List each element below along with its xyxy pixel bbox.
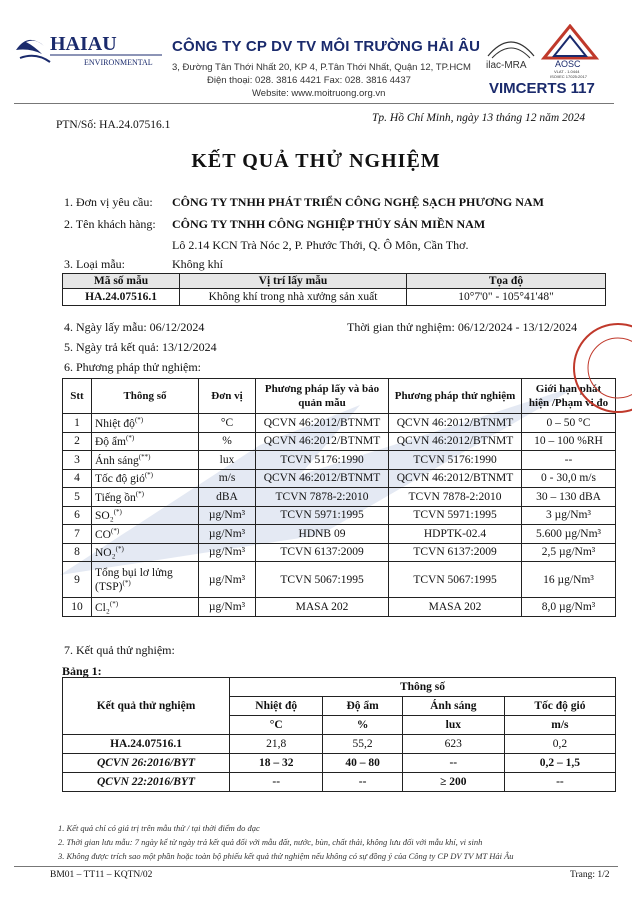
method-table (62, 378, 616, 617)
logo-text: HAIAU (50, 33, 117, 55)
method-row (63, 598, 616, 617)
note-3: 3. Không được trích sao một phần hoặc toàn bộ phiếu kết quả thử nghiệm nếu không có sự đồng ý của Công ty CP DV TV MT Hải Âu (58, 851, 514, 861)
detection-limit: 8,0 µg/Nm³ (522, 598, 616, 617)
result-value: ≥ 200 (402, 773, 504, 792)
aosc-sub1: VLAT - 1.0444 (554, 69, 580, 74)
parameter-name (92, 525, 199, 544)
result-value: 0,2 (504, 735, 615, 754)
accreditation-mark: (*) (125, 434, 135, 443)
test-method: TCVN 7878-2:2010 (389, 488, 522, 507)
result-row-label: QCVN 26:2016/BYT (63, 754, 230, 773)
method-heading: 6. Phương pháp thử nghiệm: (64, 360, 202, 374)
result-col-header: Kết quả thử nghiệm (63, 678, 230, 735)
accreditation-mark: (*) (144, 471, 153, 480)
result-value: 0,2 – 1,5 (504, 754, 615, 773)
company-address: 3, Đường Tân Thới Nhất 20, KP 4, P.Tân Thới Nhất, Quận 12, TP.HCM (172, 62, 471, 73)
page-number: Trang: 1/2 (570, 870, 610, 880)
parameter-label: Ánh sáng (95, 454, 139, 467)
col-sampling-method: Phương pháp lấy và bảo quản mẫu (256, 379, 389, 414)
sample-col-code: Mã số mẫu (63, 274, 180, 289)
vimcerts-label: VIMCERTS 117 (489, 80, 595, 97)
requester-label: 1. Đơn vị yêu cầu: (64, 195, 153, 209)
unit-light: lux (402, 716, 504, 735)
result-value: -- (504, 773, 615, 792)
detection-limit: 0 - 30,0 m/s (522, 469, 616, 488)
return-date: 5. Ngày trả kết quả: 13/12/2024 (64, 340, 217, 354)
result-row (63, 773, 616, 792)
detection-limit: 5.600 µg/Nm³ (522, 525, 616, 544)
params-header: Thông số (230, 678, 616, 697)
note-1: 1. Kết quả chỉ có giá trị trên mẫu thử / tại thời điểm đo đạc (58, 823, 260, 833)
row-number: 7 (63, 525, 92, 544)
unit-wind-speed: m/s (504, 716, 615, 735)
sample-table (62, 273, 606, 306)
result-value: 21,8 (230, 735, 323, 754)
sampling-date: 4. Ngày lấy mẫu: 06/12/2024 (64, 320, 205, 334)
method-row (63, 525, 616, 544)
param-temperature: Nhiệt độ (230, 697, 323, 716)
parameter-name (92, 432, 199, 451)
method-row (63, 506, 616, 525)
aosc-text: AOSC (555, 59, 581, 69)
result-value: 55,2 (323, 735, 402, 754)
sampling-method: QCVN 46:2012/BTNMT (256, 432, 389, 451)
parameter-label: NO₂ (95, 547, 116, 560)
accreditation-mark: (*) (110, 526, 120, 535)
parameter-label: Độ ẩm (95, 436, 126, 449)
row-number: 2 (63, 432, 92, 451)
detection-limit: 10 – 100 %RH (522, 432, 616, 451)
sample-col-coord: Tọa độ (407, 274, 606, 289)
result-value: -- (230, 773, 323, 792)
row-number: 10 (63, 598, 92, 617)
test-method: TCVN 5176:1990 (389, 451, 522, 470)
detection-limit: -- (522, 451, 616, 470)
method-row (63, 451, 616, 470)
requester-value: CÔNG TY TNHH PHÁT TRIỂN CÔNG NGHỆ SẠCH PHƯƠNG NAM (172, 195, 544, 209)
accreditation-mark: (*) (115, 545, 124, 554)
accreditation-mark: (**) (138, 452, 151, 461)
unit: °C (199, 414, 256, 433)
customer-address: Lô 2.14 KCN Trà Nóc 2, P. Phước Thới, Q. Ô Môn, Cần Thơ. (172, 238, 469, 252)
col-test-method: Phương pháp thử nghiệm (389, 379, 522, 414)
result-row-label: QCVN 22:2016/BYT (63, 773, 230, 792)
parameter-label: Nhiệt độ (95, 417, 135, 430)
sampling-method: TCVN 5067:1995 (256, 562, 389, 598)
param-light: Ánh sáng (402, 697, 504, 716)
test-method: TCVN 5067:1995 (389, 562, 522, 598)
result-value: 623 (402, 735, 504, 754)
aosc-sub2: ISO/IEC 17025:2017 (550, 74, 587, 79)
company-name: CÔNG TY CP DV TV MÔI TRƯỜNG HẢI ÂU (172, 38, 481, 55)
accreditation-mark: (*) (109, 599, 119, 608)
parameter-name (92, 488, 199, 507)
detection-limit: 16 µg/Nm³ (522, 562, 616, 598)
form-code: BM01 – TT11 – KQTN/02 (50, 870, 153, 880)
accreditation-mark: (*) (113, 508, 122, 517)
detection-limit: 2,5 µg/Nm³ (522, 543, 616, 562)
result-heading: 7. Kết quả thử nghiệm: (64, 643, 175, 657)
col-detection-limit: Giới hạn phát hiện /Phạm vi đo (522, 379, 616, 414)
sampling-method: HDNB 09 (256, 525, 389, 544)
param-humidity: Độ ẩm (323, 697, 402, 716)
company-stamp (558, 318, 632, 418)
unit-temperature: °C (230, 716, 323, 735)
sampling-method: MASA 202 (256, 598, 389, 617)
sample-type-value: Không khí (172, 257, 223, 271)
row-number: 1 (63, 414, 92, 433)
sample-type-label: 3. Loại mẫu: (64, 257, 125, 271)
sampling-method: QCVN 46:2012/BTNMT (256, 414, 389, 433)
ptn-number: PTN/Số: HA.24.07516.1 (56, 119, 171, 131)
sampling-method: TCVN 7878-2:2010 (256, 488, 389, 507)
result-row (63, 754, 616, 773)
method-row (63, 414, 616, 433)
parameter-label: Tổng bụi lơ lửng (TSP) (95, 566, 173, 593)
unit: % (199, 432, 256, 451)
test-method: TCVN 5971:1995 (389, 506, 522, 525)
method-row (63, 562, 616, 598)
detection-limit: 0 – 50 °C (522, 414, 616, 433)
sampling-method: TCVN 5971:1995 (256, 506, 389, 525)
ilac-text: ilac-MRA (486, 60, 527, 71)
page-title: KẾT QUẢ THỬ NGHIỆM (191, 150, 441, 172)
result-value: -- (323, 773, 402, 792)
result-row (63, 735, 616, 754)
place-date: Tp. Hồ Chí Minh, ngày 13 tháng 12 năm 2024 (372, 112, 586, 124)
parameter-name (92, 562, 199, 598)
parameter-name (92, 506, 199, 525)
test-method: MASA 202 (389, 598, 522, 617)
method-row (63, 488, 616, 507)
unit: lux (199, 451, 256, 470)
detection-limit: 30 – 130 dBA (522, 488, 616, 507)
sample-code: HA.24.07516.1 (63, 289, 180, 306)
parameter-name (92, 543, 199, 562)
unit: µg/Nm³ (199, 543, 256, 562)
unit: µg/Nm³ (199, 598, 256, 617)
footer-divider (14, 866, 618, 867)
test-method: HDPTK-02.4 (389, 525, 522, 544)
unit: µg/Nm³ (199, 525, 256, 544)
parameter-name (92, 469, 199, 488)
customer-value: CÔNG TY TNHH CÔNG NGHIỆP THỦY SẢN MIỀN NAM (172, 217, 486, 231)
row-number: 6 (63, 506, 92, 525)
row-number: 9 (63, 562, 92, 598)
parameter-name (92, 598, 199, 617)
detection-limit: 3 µg/Nm³ (522, 506, 616, 525)
col-unit: Đơn vị (199, 379, 256, 414)
sample-coordinates: 10°7'0" - 105°41'48" (407, 289, 606, 306)
sampling-method: TCVN 5176:1990 (256, 451, 389, 470)
col-stt: Stt (63, 379, 92, 414)
test-method: TCVN 6137:2009 (389, 543, 522, 562)
header-divider (14, 103, 614, 104)
row-number: 3 (63, 451, 92, 470)
accreditation-mark: (*) (122, 578, 131, 587)
col-parameter: Thông số (92, 379, 199, 414)
note-2: 2. Thời gian lưu mẫu: 7 ngày kể từ ngày trả kết quả đối với mẫu đất, nước, bùn, chất thải, không lưu đối với mẫu khí, vi sinh (58, 837, 483, 847)
company-phone: Điện thoại: 028. 3816 4421 Fax: 028. 3816 4437 (207, 75, 411, 86)
test-method: QCVN 46:2012/BTNMT (389, 432, 522, 451)
unit-humidity: % (323, 716, 402, 735)
test-period: Thời gian thử nghiệm: 06/12/2024 - 13/12/2024 (347, 320, 578, 334)
sampling-method: QCVN 46:2012/BTNMT (256, 469, 389, 488)
sampling-method: TCVN 6137:2009 (256, 543, 389, 562)
parameter-label: Tốc độ gió (95, 473, 145, 486)
row-number: 5 (63, 488, 92, 507)
method-row (63, 543, 616, 562)
param-wind-speed: Tốc độ gió (504, 697, 615, 716)
sample-location: Không khí trong nhà xưởng sản xuất (180, 289, 407, 306)
row-number: 4 (63, 469, 92, 488)
parameter-label: SO₂ (95, 510, 114, 523)
customer-label: 2. Tên khách hàng: (64, 217, 156, 231)
accreditation-mark: (*) (134, 415, 144, 424)
company-website: Website: www.moitruong.org.vn (252, 88, 386, 99)
parameter-label: Tiếng ồn (95, 491, 136, 504)
sample-col-location: Vị trí lấy mẫu (180, 274, 407, 289)
parameter-name (92, 414, 199, 433)
ilac-mra-logo (484, 34, 538, 74)
company-logo (14, 28, 164, 72)
test-method: QCVN 46:2012/BTNMT (389, 414, 522, 433)
result-table (62, 677, 616, 792)
result-value: -- (402, 754, 504, 773)
parameter-label: Cl₂ (95, 601, 110, 614)
unit: µg/Nm³ (199, 506, 256, 525)
unit: dBA (199, 488, 256, 507)
accreditation-mark: (*) (135, 489, 144, 498)
unit: µg/Nm³ (199, 562, 256, 598)
parameter-name (92, 451, 199, 470)
test-method: QCVN 46:2012/BTNMT (389, 469, 522, 488)
aosc-logo (540, 24, 600, 80)
row-number: 8 (63, 543, 92, 562)
result-value: 40 – 80 (323, 754, 402, 773)
result-value: 18 – 32 (230, 754, 323, 773)
table-caption: Bảng 1: (62, 664, 102, 678)
method-row (63, 469, 616, 488)
logo-subtext: ENVIRONMENTAL (84, 58, 153, 67)
parameter-label: CO (95, 528, 111, 541)
unit: m/s (199, 469, 256, 488)
method-row (63, 432, 616, 451)
result-row-label: HA.24.07516.1 (63, 735, 230, 754)
